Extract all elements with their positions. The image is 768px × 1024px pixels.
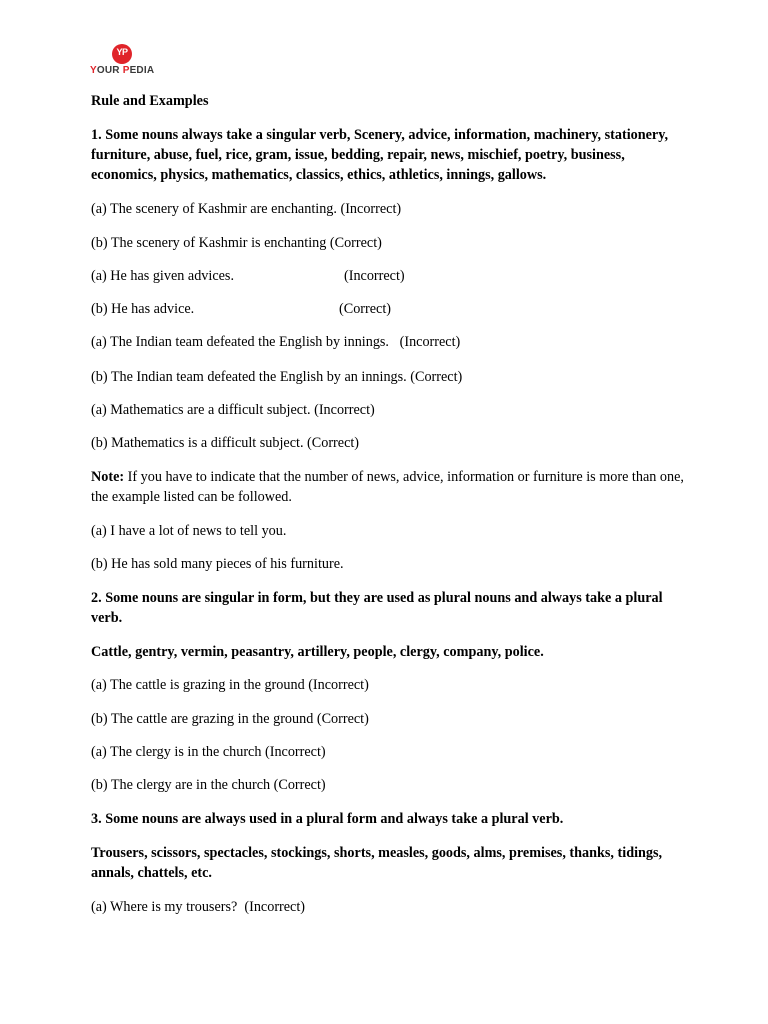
logo-wordmark: YOUR PEDIA (90, 65, 155, 76)
logo-mark-icon: YP (112, 44, 132, 64)
rule-1: 1. Some nouns always take a singular verb, Scenery, advice, information, machinery, stationery, furniture, abuse, fuel, rice, gram, issue, bedding, repair, news, mischief, poetry, business, economics, physics, mathematics, classics, ethics, athletics, innings, gallows. (91, 127, 669, 183)
example-line: (a) The scenery of Kashmir are enchanting. (Incorrect) (91, 201, 402, 217)
rule-3: 3. Some nouns are always used in a plural form and always take a plural verb. (91, 811, 564, 827)
example-line: (b) The Indian team defeated the English by an innings. (Correct) (91, 369, 463, 385)
example-line: (a) Where is my trousers? (Incorrect) (91, 899, 306, 915)
example-line: (b) The scenery of Kashmir is enchanting (Correct) (91, 235, 382, 251)
note-label: Note: (91, 469, 125, 485)
example-line: (a) I have a lot of news to tell you. (91, 523, 287, 539)
example-line: (a) Mathematics are a difficult subject. (Incorrect) (91, 402, 375, 418)
example-line: (b) The clergy are in the church (Correct) (91, 777, 326, 793)
example-line: (b) He has sold many pieces of his furniture. (91, 556, 344, 572)
example-line: (b) He has advice. (Correct) (91, 301, 391, 317)
example-line: (b) The cattle are grazing in the ground (Correct) (91, 711, 369, 727)
example-line: (b) Mathematics is a difficult subject. (Correct) (91, 435, 360, 451)
rule-3-noun-list: Trousers, scissors, spectacles, stockings, shorts, measles, goods, alms, premises, thanks, tidings, annals, chattels, etc. (91, 845, 663, 881)
your-pedia-logo (90, 44, 170, 78)
section-heading: Rule and Examples (91, 93, 209, 109)
note-paragraph: Note: If you have to indicate that the number of news, advice, information or furniture is more than one, the example listed can be followed. (91, 469, 684, 505)
example-line: (a) The Indian team defeated the English by innings. (Incorrect) (91, 334, 461, 350)
rule-2: 2. Some nouns are singular in form, but they are used as plural nouns and always take a plural verb. (91, 590, 663, 626)
rule-2-noun-list: Cattle, gentry, vermin, peasantry, artillery, people, clergy, company, police. (91, 644, 544, 660)
example-line: (a) The cattle is grazing in the ground (Incorrect) (91, 677, 369, 693)
example-line: (a) The clergy is in the church (Incorrect) (91, 744, 326, 760)
example-line: (a) He has given advices. (Incorrect) (91, 268, 405, 284)
